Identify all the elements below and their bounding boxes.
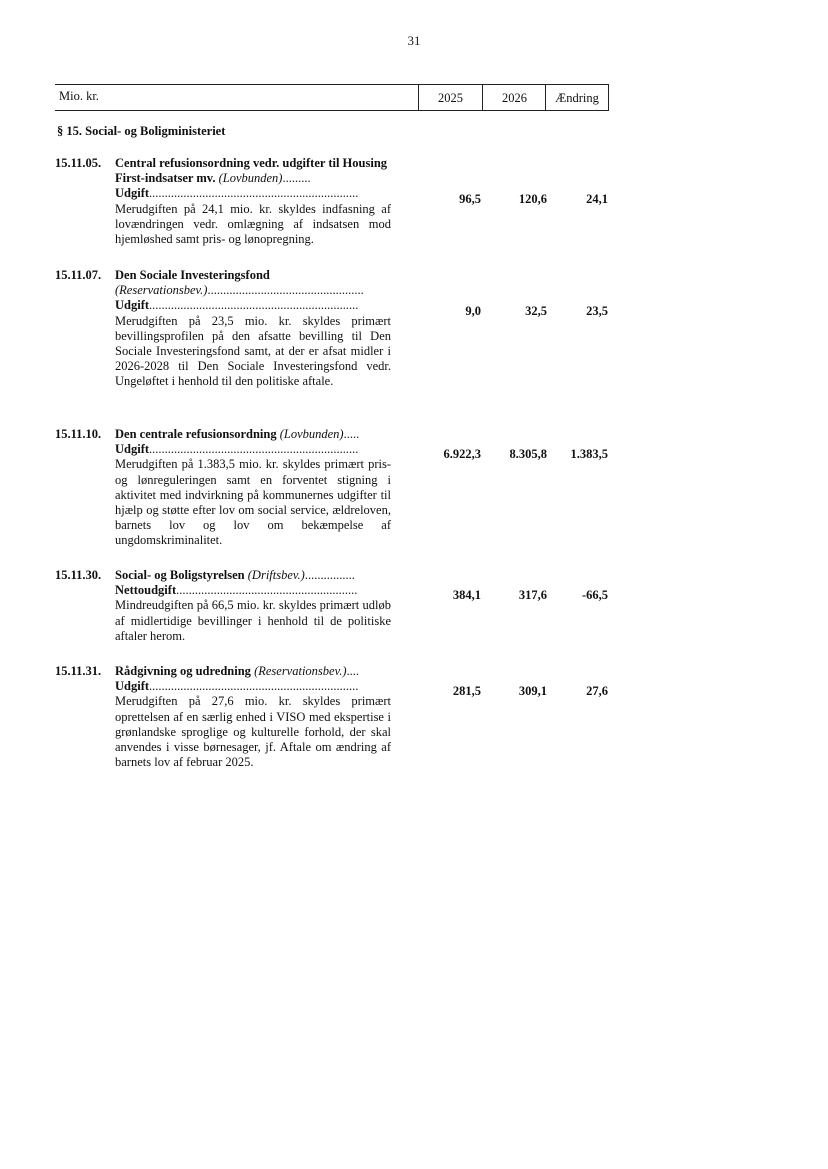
entry-row-label: Udgift...................................................................: [115, 298, 359, 313]
entry-row-label: Udgift...................................................................: [115, 442, 359, 457]
value-change: -66,5: [581, 588, 608, 602]
entry-code: 15.11.05.: [55, 156, 102, 170]
table-header: [55, 84, 609, 111]
value-change: 24,1: [586, 192, 608, 206]
entry-code: 15.11.07.: [55, 268, 102, 282]
column-header-2026: 2026: [482, 85, 546, 110]
entry-description: Merudgiften på 24,1 mio. kr. skyldes indfasning af lovændringen vedr. omlægning af indsatsen mod hjemløshed samt pris- og lønopregning.: [115, 201, 391, 247]
entry-row-label: Nettoudgift..........................................................: [115, 583, 358, 598]
value-2026: 317,6: [518, 588, 547, 602]
unit-label: Mio. kr.: [59, 89, 99, 103]
entry-title: Social- og Boligstyrelsen (Driftsbev.)................: [115, 568, 355, 582]
section-title: § 15. Social- og Boligministeriet: [57, 124, 226, 138]
value-2026: 120,6: [518, 192, 547, 206]
value-2025: 384,1: [452, 588, 481, 602]
page-number: 31: [407, 33, 421, 48]
entry-row-label: Udgift...................................................................: [115, 679, 359, 694]
value-2025: 281,5: [452, 684, 481, 698]
value-change: 1.383,5: [570, 447, 608, 461]
value-change: 27,6: [586, 684, 608, 698]
value-2025: 96,5: [459, 192, 481, 206]
entry-description: Merudgiften på 27,6 mio. kr. skyldes primært oprettelsen af en særlig enhed i VISO med ekspertise i grønlandske sproglige og kulturelle forhold, der skal anvendes i visse børnesager, jf. Aftale om ændring af barnets lov af februar 2025.: [115, 694, 391, 770]
value-2026: 309,1: [518, 684, 547, 698]
column-header-2025: 2025: [418, 85, 482, 110]
entry-code: 15.11.10.: [55, 427, 102, 441]
entry-title: Den centrale refusionsordning (Lovbunden).....: [115, 427, 360, 441]
entry-description: Merudgiften på 23,5 mio. kr. skyldes primært bevillingsprofilen på den afsatte bevilling til Den Sociale Investeringsfond samt, at der er afsat midler i 2026-2028 til Den Sociale Investeringsfond vedr. Ungeløftet i henhold til den politiske aftale.: [115, 313, 391, 389]
entry-description: Mindreudgiften på 66,5 mio. kr. skyldes primært udløb af midlertidige bevillinger i henhold til de politiske aftaler herom.: [115, 598, 391, 643]
entry-title: Den Sociale Investeringsfond (Reservationsbev.)..................................................: [115, 268, 364, 298]
column-header-change: Ændring: [545, 85, 609, 110]
value-change: 23,5: [586, 304, 608, 318]
entry-row-label: Udgift...................................................................: [115, 186, 359, 201]
entry-code: 15.11.30.: [55, 568, 102, 582]
entry-code: 15.11.31.: [55, 664, 102, 678]
value-2026: 32,5: [525, 304, 547, 318]
entry-description: Merudgiften på 1.383,5 mio. kr. skyldes primært pris- og lønreguleringen samt en forventet stigning i aktivitet med indvirkning på kommunernes udgifter til hjælp og støtte efter lov om social service, ældreloven, barnets lov og lov om bekæmpelse af ungdomskriminalitet.: [115, 457, 391, 548]
entry-title: Rådgivning og udredning (Reservationsbev.)....: [115, 664, 360, 678]
value-2025: 6.922,3: [443, 447, 481, 461]
value-2025: 9,0: [465, 304, 481, 318]
value-2026: 8.305,8: [509, 447, 547, 461]
entry-title: Central refusionsordning vedr. udgifter til Housing First-indsatser mv. (Lovbunden).........: [115, 156, 388, 186]
